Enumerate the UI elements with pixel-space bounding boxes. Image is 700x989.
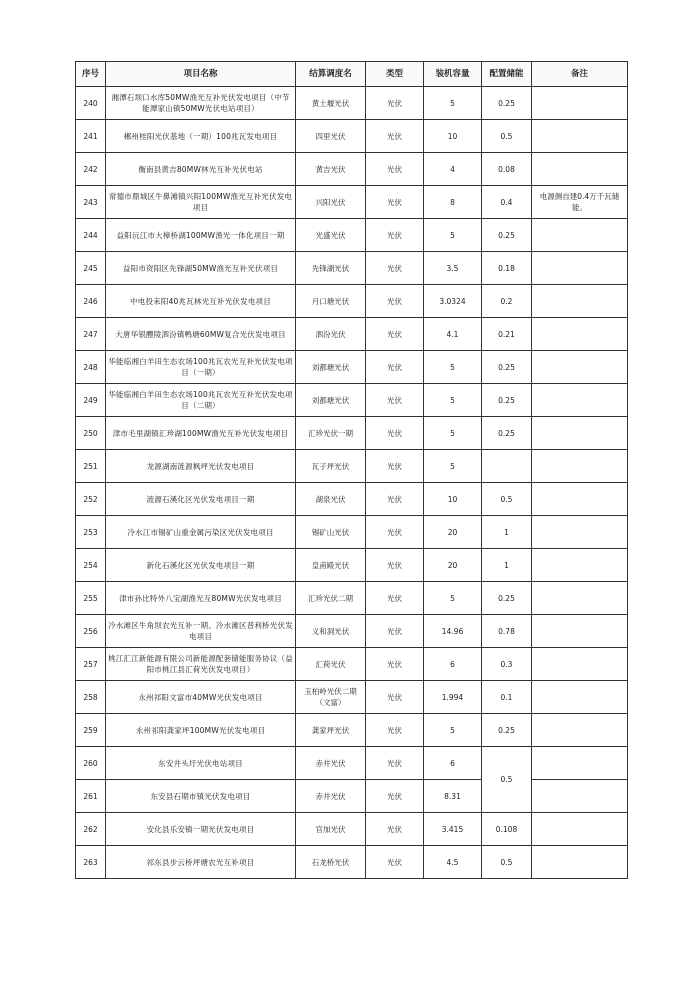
cell-dispatch-name: 月口塘光伏: [296, 285, 366, 318]
cell-remark: [532, 648, 628, 681]
cell-type: 光伏: [366, 747, 424, 780]
table-row: [76, 549, 628, 582]
cell-project-name: 津市孙比特外八宝湖渔光互80MW光伏发电项目: [106, 582, 296, 615]
header-type: 类型: [366, 62, 424, 87]
table-row: [76, 384, 628, 417]
cell-project-name: 大唐华银醴陵泗汾镇鸭塘60MW复合光伏发电项目: [106, 318, 296, 351]
cell-no: 246: [76, 285, 106, 318]
table-row: [76, 681, 628, 714]
table-row: [76, 516, 628, 549]
cell-dispatch-name: 石龙桥光伏: [296, 846, 366, 879]
cell-capacity: 10: [424, 483, 482, 516]
cell-remark: 电源侧自建0.4万千瓦储能。: [532, 186, 628, 219]
cell-remark: [532, 285, 628, 318]
table-row: [76, 87, 628, 120]
cell-type: 光伏: [366, 846, 424, 879]
cell-remark: [532, 87, 628, 120]
cell-remark: [532, 417, 628, 450]
table-row: [76, 252, 628, 285]
table-row: [76, 450, 628, 483]
cell-dispatch-name: 黄吉光伏: [296, 153, 366, 186]
cell-capacity: 1.994: [424, 681, 482, 714]
header-row: [76, 62, 628, 87]
cell-capacity: 10: [424, 120, 482, 153]
table-row: [76, 219, 628, 252]
cell-type: 光伏: [366, 681, 424, 714]
cell-project-name: 郴州桂阳光伏基地（一期）100兆瓦发电项目: [106, 120, 296, 153]
cell-type: 光伏: [366, 351, 424, 384]
cell-capacity: 5: [424, 417, 482, 450]
cell-storage: 0.18: [482, 252, 532, 285]
cell-capacity: 4.1: [424, 318, 482, 351]
cell-type: 光伏: [366, 417, 424, 450]
cell-project-name: 津市毛里湖镇汇珍湖100MW渔光互补光伏发电项目: [106, 417, 296, 450]
cell-storage: 0.3: [482, 648, 532, 681]
cell-storage: 0.25: [482, 87, 532, 120]
table-row: [76, 153, 628, 186]
cell-storage: 0.5: [482, 747, 532, 813]
cell-dispatch-name: 官加光伏: [296, 813, 366, 846]
cell-no: 255: [76, 582, 106, 615]
table-row: [76, 846, 628, 879]
cell-capacity: 6: [424, 648, 482, 681]
cell-storage: 0.25: [482, 417, 532, 450]
cell-no: 248: [76, 351, 106, 384]
cell-type: 光伏: [366, 252, 424, 285]
cell-dispatch-name: 汇珍光伏二期: [296, 582, 366, 615]
cell-remark: [532, 516, 628, 549]
cell-capacity: 20: [424, 549, 482, 582]
cell-project-name: 湘潭石坝口水库50MW渔光互补光伏发电项目（中节能潭家山镇50MW光伏电站项目）: [106, 87, 296, 120]
cell-no: 259: [76, 714, 106, 747]
cell-project-name: 冷水江市锡矿山重金属污染区光伏发电项目: [106, 516, 296, 549]
cell-type: 光伏: [366, 615, 424, 648]
cell-type: 光伏: [366, 285, 424, 318]
cell-dispatch-name: 刘都塘光伏: [296, 384, 366, 417]
header-project-name: 项目名称: [106, 62, 296, 87]
cell-remark: [532, 813, 628, 846]
cell-remark: [532, 846, 628, 879]
cell-capacity: 5: [424, 450, 482, 483]
cell-no: 262: [76, 813, 106, 846]
cell-project-name: 涟源石溪化区光伏发电项目一期: [106, 483, 296, 516]
cell-capacity: 4.5: [424, 846, 482, 879]
cell-storage: [482, 450, 532, 483]
cell-storage: 0.21: [482, 318, 532, 351]
cell-project-name: 祁东县步云桥坪塘农光互补项目: [106, 846, 296, 879]
cell-storage: 0.4: [482, 186, 532, 219]
cell-project-name: 中电投耒阳40兆瓦林光互补光伏发电项目: [106, 285, 296, 318]
project-table: [75, 61, 628, 879]
cell-type: 光伏: [366, 582, 424, 615]
cell-project-name: 安化县乐安镇一期光伏发电项目: [106, 813, 296, 846]
cell-capacity: 4: [424, 153, 482, 186]
table-row: [76, 615, 628, 648]
cell-dispatch-name: 赤井光伏: [296, 780, 366, 813]
cell-dispatch-name: 瓦子坪光伏: [296, 450, 366, 483]
cell-type: 光伏: [366, 780, 424, 813]
cell-remark: [532, 780, 628, 813]
cell-dispatch-name: 义和洞光伏: [296, 615, 366, 648]
cell-project-name: 永州祁阳文富市40MW光伏发电项目: [106, 681, 296, 714]
cell-project-name: 衡南县黄吉80MW林光互补光伏电站: [106, 153, 296, 186]
cell-capacity: 5: [424, 219, 482, 252]
cell-type: 光伏: [366, 483, 424, 516]
cell-no: 245: [76, 252, 106, 285]
table-row: [76, 780, 628, 813]
table-row: [76, 285, 628, 318]
cell-capacity: 3.5: [424, 252, 482, 285]
cell-no: 247: [76, 318, 106, 351]
cell-no: 252: [76, 483, 106, 516]
cell-dispatch-name: 玉柏岭光伏二期（文富）: [296, 681, 366, 714]
cell-dispatch-name: 光盛光伏: [296, 219, 366, 252]
cell-project-name: 益阳沅江市大樟桥湖100MW渔光一体化项目一期: [106, 219, 296, 252]
cell-remark: [532, 582, 628, 615]
cell-storage: 0.5: [482, 846, 532, 879]
cell-project-name: 龙源湖南涟源枫坪光伏发电项目: [106, 450, 296, 483]
cell-project-name: 新化石溪化区光伏发电项目一期: [106, 549, 296, 582]
cell-storage: 0.108: [482, 813, 532, 846]
cell-project-name: 永州祁阳龚家坪100MW光伏发电项目: [106, 714, 296, 747]
cell-storage: 0.78: [482, 615, 532, 648]
cell-dispatch-name: 龚家坪光伏: [296, 714, 366, 747]
cell-type: 光伏: [366, 318, 424, 351]
cell-project-name: 冷水滩区牛角坝农光互补一期、冷水滩区普利桥光伏发电项目: [106, 615, 296, 648]
cell-remark: [532, 384, 628, 417]
cell-remark: [532, 615, 628, 648]
cell-type: 光伏: [366, 120, 424, 153]
cell-capacity: 3.415: [424, 813, 482, 846]
cell-capacity: 8: [424, 186, 482, 219]
cell-storage: 1: [482, 549, 532, 582]
cell-dispatch-name: 赤井光伏: [296, 747, 366, 780]
header-capacity: 装机容量: [424, 62, 482, 87]
cell-no: 250: [76, 417, 106, 450]
cell-project-name: 常德市鼎城区牛鼻滩镇兴阳100MW渔光互补光伏发电项目: [106, 186, 296, 219]
table-row: [76, 120, 628, 153]
cell-no: 254: [76, 549, 106, 582]
cell-storage: 0.5: [482, 483, 532, 516]
cell-remark: [532, 483, 628, 516]
cell-dispatch-name: 黄土堰光伏: [296, 87, 366, 120]
table-row: [76, 714, 628, 747]
cell-storage: 0.2: [482, 285, 532, 318]
header-storage: 配置储能: [482, 62, 532, 87]
cell-remark: [532, 120, 628, 153]
cell-project-name: 华能临湘白羊田生态农场100兆瓦农光互补光伏发电项目（一期）: [106, 351, 296, 384]
cell-type: 光伏: [366, 516, 424, 549]
cell-capacity: 8.31: [424, 780, 482, 813]
cell-capacity: 3.0324: [424, 285, 482, 318]
header-no: 序号: [76, 62, 106, 87]
cell-remark: [532, 252, 628, 285]
cell-no: 256: [76, 615, 106, 648]
cell-project-name: 益阳市资阳区先锋湖50MW渔光互补光伏项目: [106, 252, 296, 285]
cell-remark: [532, 549, 628, 582]
cell-capacity: 20: [424, 516, 482, 549]
table-row: [76, 813, 628, 846]
table-row: [76, 417, 628, 450]
cell-dispatch-name: 皇甫殿光伏: [296, 549, 366, 582]
cell-type: 光伏: [366, 813, 424, 846]
cell-dispatch-name: 兴阳光伏: [296, 186, 366, 219]
cell-storage: 0.25: [482, 219, 532, 252]
cell-remark: [532, 219, 628, 252]
cell-type: 光伏: [366, 450, 424, 483]
cell-capacity: 5: [424, 384, 482, 417]
cell-project-name: 东安县石期市镇光伏发电项目: [106, 780, 296, 813]
cell-remark: [532, 450, 628, 483]
cell-remark: [532, 318, 628, 351]
cell-dispatch-name: 泗汾光伏: [296, 318, 366, 351]
cell-dispatch-name: 先锋湖光伏: [296, 252, 366, 285]
cell-no: 240: [76, 87, 106, 120]
cell-dispatch-name: 刘都塘光伏: [296, 351, 366, 384]
cell-no: 260: [76, 747, 106, 780]
cell-dispatch-name: 汇荷光伏: [296, 648, 366, 681]
table-row: [76, 351, 628, 384]
cell-type: 光伏: [366, 87, 424, 120]
cell-storage: 1: [482, 516, 532, 549]
cell-project-name: 东安井头圩光伏电站项目: [106, 747, 296, 780]
cell-dispatch-name: 锡矿山光伏: [296, 516, 366, 549]
table-row: [76, 186, 628, 219]
cell-dispatch-name: 湖泉光伏: [296, 483, 366, 516]
table-row: [76, 483, 628, 516]
cell-storage: 0.08: [482, 153, 532, 186]
cell-no: 261: [76, 780, 106, 813]
cell-capacity: 5: [424, 714, 482, 747]
cell-project-name: 华能临湘白羊田生态农场100兆瓦农光互补光伏发电项目（二期）: [106, 384, 296, 417]
cell-no: 249: [76, 384, 106, 417]
cell-no: 263: [76, 846, 106, 879]
cell-capacity: 5: [424, 351, 482, 384]
cell-storage: 0.25: [482, 384, 532, 417]
cell-dispatch-name: 汇珍光伏一期: [296, 417, 366, 450]
cell-type: 光伏: [366, 219, 424, 252]
cell-no: 241: [76, 120, 106, 153]
cell-dispatch-name: 四里光伏: [296, 120, 366, 153]
cell-storage: 0.1: [482, 681, 532, 714]
cell-storage: 0.25: [482, 351, 532, 384]
cell-type: 光伏: [366, 714, 424, 747]
cell-remark: [532, 351, 628, 384]
cell-storage: 0.25: [482, 714, 532, 747]
cell-type: 光伏: [366, 549, 424, 582]
cell-capacity: 6: [424, 747, 482, 780]
table-row: [76, 747, 628, 780]
table-row: [76, 582, 628, 615]
cell-remark: [532, 681, 628, 714]
cell-type: 光伏: [366, 153, 424, 186]
cell-no: 244: [76, 219, 106, 252]
cell-no: 242: [76, 153, 106, 186]
cell-remark: [532, 714, 628, 747]
cell-remark: [532, 747, 628, 780]
cell-no: 257: [76, 648, 106, 681]
header-remark: 备注: [532, 62, 628, 87]
cell-type: 光伏: [366, 384, 424, 417]
cell-capacity: 5: [424, 582, 482, 615]
cell-type: 光伏: [366, 648, 424, 681]
cell-no: 258: [76, 681, 106, 714]
cell-storage: 0.5: [482, 120, 532, 153]
cell-storage: 0.25: [482, 582, 532, 615]
cell-no: 243: [76, 186, 106, 219]
cell-capacity: 5: [424, 87, 482, 120]
header-dispatch-name: 结算调度名: [296, 62, 366, 87]
cell-project-name: 桃江汇江新能源有限公司新能源配套储能服务协议（益阳市桃江县汇荷光伏发电项目）: [106, 648, 296, 681]
cell-remark: [532, 153, 628, 186]
table-row: [76, 648, 628, 681]
cell-capacity: 14.96: [424, 615, 482, 648]
cell-no: 251: [76, 450, 106, 483]
table-row: [76, 318, 628, 351]
cell-type: 光伏: [366, 186, 424, 219]
cell-no: 253: [76, 516, 106, 549]
